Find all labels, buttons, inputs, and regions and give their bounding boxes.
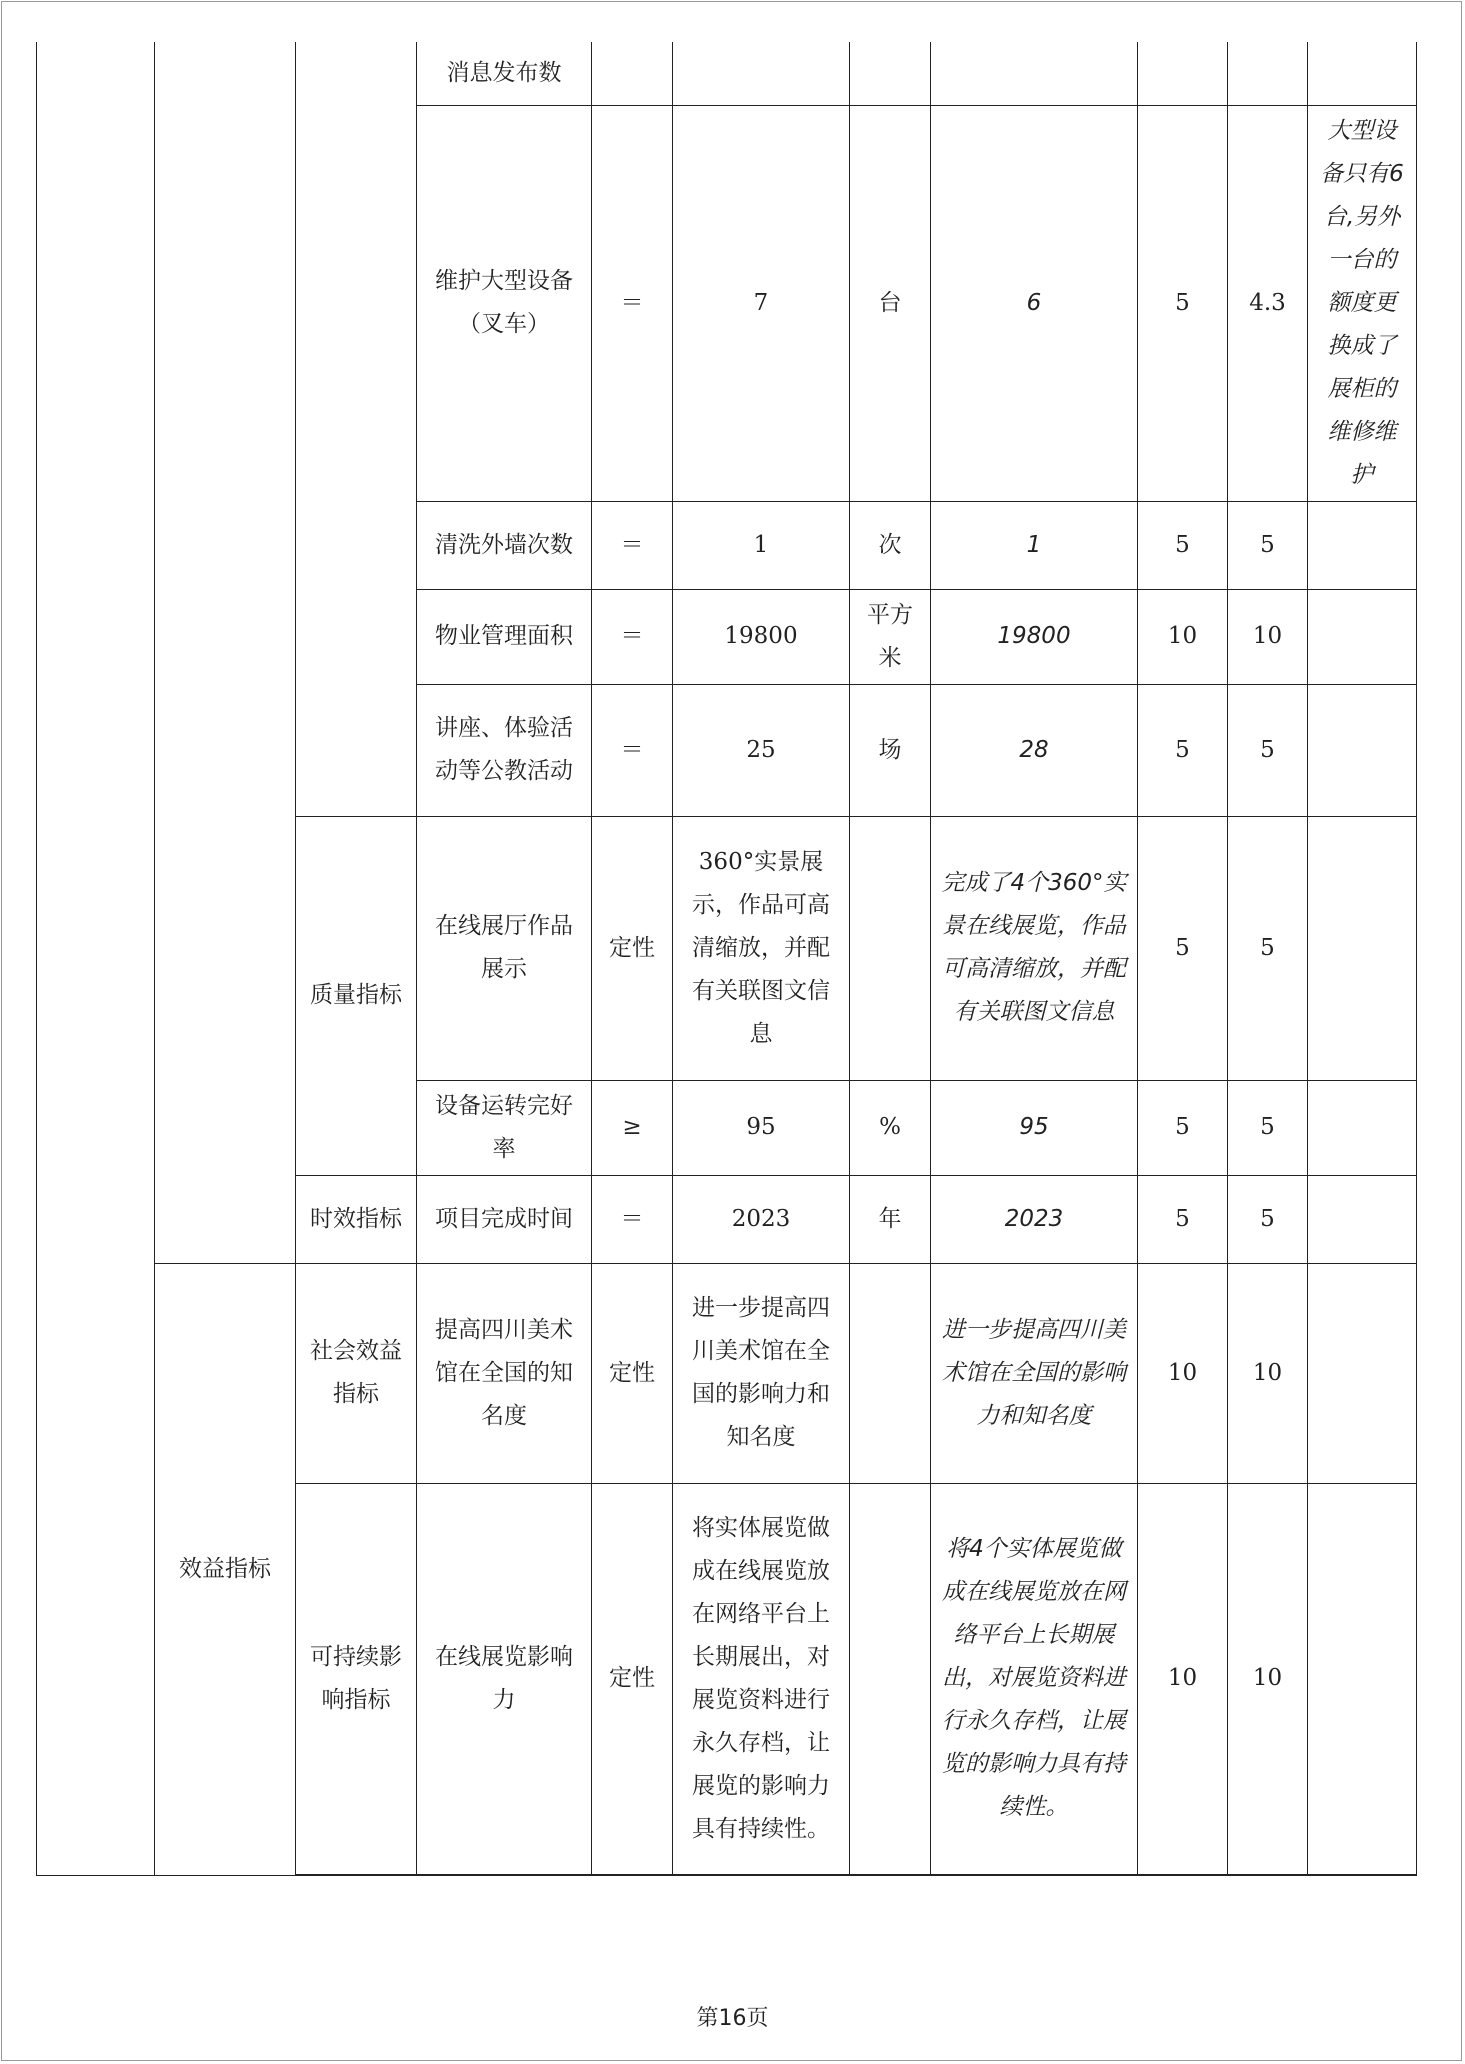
target-cell: 25 [673,684,850,816]
unit-cell: 次 [850,501,931,589]
table-row [37,42,1417,105]
operator-cell: ＝ [592,589,673,684]
unit-cell: 平方米 [850,589,931,684]
note-cell [1308,501,1417,589]
unit-cell: 台 [850,105,931,501]
target-cell: 7 [673,105,850,501]
note-cell [1308,1263,1417,1483]
score-cell: 10 [1228,1483,1308,1875]
score-cell: 10 [1228,1263,1308,1483]
unit-cell [850,1483,931,1875]
metric-cell: 项目完成时间 [417,1175,592,1263]
metric-cell: 物业管理面积 [417,589,592,684]
level1-cell [37,42,155,1875]
actual-cell: 进一步提高四川美术馆在全国的影响力和知名度 [931,1263,1138,1483]
actual-cell: 2023 [931,1175,1138,1263]
target-cell: 2023 [673,1175,850,1263]
note-cell [1308,42,1417,105]
performance-table [36,42,1417,1876]
category-timeliness: 时效指标 [296,1175,417,1263]
category-quality: 质量指标 [296,816,417,1175]
category-benefit: 效益指标 [155,1263,296,1875]
metric-cell: 在线展厅作品展示 [417,816,592,1080]
actual-cell: 95 [931,1080,1138,1175]
unit-cell [850,816,931,1080]
score-cell: 5 [1228,1175,1308,1263]
weight-cell: 10 [1138,589,1228,684]
target-cell: 1 [673,501,850,589]
operator-cell: ＝ [592,501,673,589]
metric-cell: 维护大型设备（叉车） [417,105,592,501]
weight-cell: 5 [1138,684,1228,816]
actual-cell: 6 [931,105,1138,501]
score-cell: 5 [1228,1080,1308,1175]
metric-cell: 讲座、体验活动等公教活动 [417,684,592,816]
score-cell: 5 [1228,501,1308,589]
operator-cell: 定性 [592,816,673,1080]
page-number: 第16页 [696,2006,769,2031]
actual-cell: 1 [931,501,1138,589]
weight-cell: 5 [1138,105,1228,501]
target-cell: 360°实景展示，作品可高清缩放，并配有关联图文信息 [673,816,850,1080]
target-cell: 95 [673,1080,850,1175]
note-cell [1308,1080,1417,1175]
level2-output-cell [155,42,296,1263]
note-cell [1308,684,1417,816]
note-cell [1308,1175,1417,1263]
weight-cell: 5 [1138,501,1228,589]
score-cell: 5 [1228,816,1308,1080]
unit-cell: % [850,1080,931,1175]
weight-cell: 10 [1138,1263,1228,1483]
table-row [37,1263,1417,1483]
operator-cell: 定性 [592,1263,673,1483]
actual-cell: 19800 [931,589,1138,684]
level3-quantity-cell [296,42,417,816]
unit-cell [850,1263,931,1483]
weight-cell [1138,42,1228,105]
operator-cell: ≥ [592,1080,673,1175]
target-cell [673,42,850,105]
weight-cell: 5 [1138,1175,1228,1263]
metric-cell: 设备运转完好率 [417,1080,592,1175]
metric-cell: 在线展览影响力 [417,1483,592,1875]
actual-cell: 完成了4个360°实景在线展览，作品可高清缩放，并配有关联图文信息 [931,816,1138,1080]
unit-cell: 场 [850,684,931,816]
weight-cell: 5 [1138,1080,1228,1175]
target-cell: 19800 [673,589,850,684]
actual-cell: 28 [931,684,1138,816]
score-cell: 4.3 [1228,105,1308,501]
weight-cell: 5 [1138,816,1228,1080]
note-cell [1308,1483,1417,1875]
unit-cell [850,42,931,105]
operator-cell: ＝ [592,105,673,501]
note-cell [1308,589,1417,684]
actual-cell: 将4个实体展览做成在线展览放在网络平台上长期展出，对展览资料进行永久存档，让展览的影响力具有持续性。 [931,1483,1138,1875]
metric-cell: 提高四川美术馆在全国的知名度 [417,1263,592,1483]
actual-cell [931,42,1138,105]
score-cell [1228,42,1308,105]
operator-cell: ＝ [592,684,673,816]
target-cell: 将实体展览做成在线展览放在网络平台上长期展出，对展览资料进行永久存档，让展览的影响力具有持续性。 [673,1483,850,1875]
score-cell: 10 [1228,589,1308,684]
note-cell [1308,816,1417,1080]
target-cell: 进一步提高四川美术馆在全国的影响力和知名度 [673,1263,850,1483]
metric-cell: 消息发布数 [417,42,592,105]
metric-cell: 清洗外墙次数 [417,501,592,589]
operator-cell: ＝ [592,1175,673,1263]
score-cell: 5 [1228,684,1308,816]
operator-cell [592,42,673,105]
weight-cell: 10 [1138,1483,1228,1875]
category-social-benefit: 社会效益指标 [296,1263,417,1483]
note-cell: 大型设备只有6台,另外一台的额度更换成了展柜的维修维护 [1308,105,1417,501]
category-sustainable: 可持续影响指标 [296,1483,417,1875]
operator-cell: 定性 [592,1483,673,1875]
unit-cell: 年 [850,1175,931,1263]
